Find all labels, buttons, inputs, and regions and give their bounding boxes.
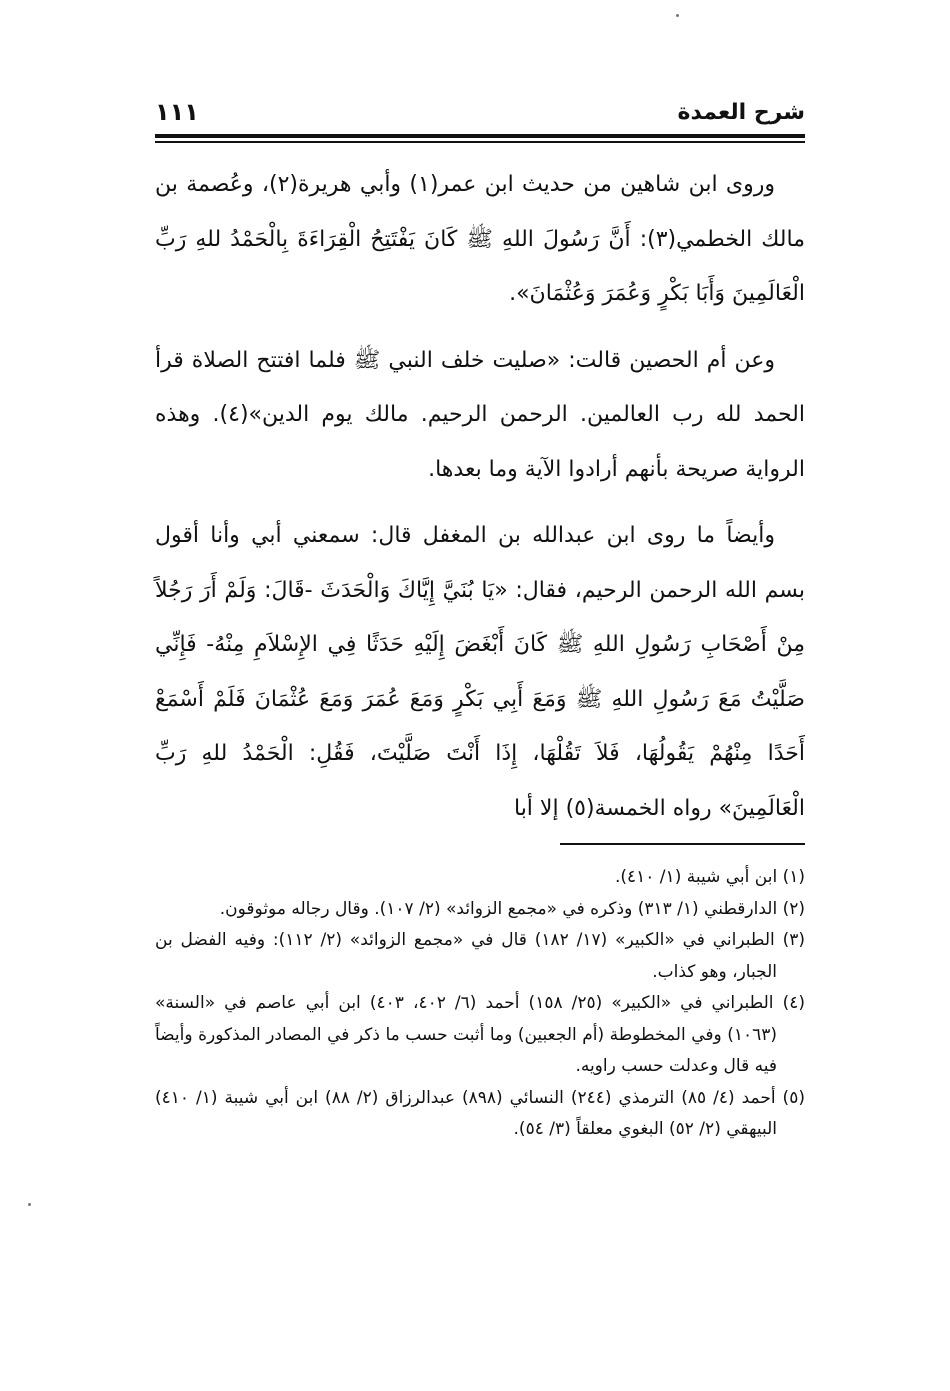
running-header bbox=[155, 96, 805, 128]
footnote-4: (٤) الطبراني في «الكبير» (٢٥/ ١٥٨) أحمد (٦/ ٤٠٢، ٤٠٣) ابن أبي عاصم في «السنة» (١٠٦٣) وفي المخطوطة (أم الجعبين) وما أثبت حسب ما ذكر في المصادر المذكورة وأيضاً فيه قال وعدلت حسب راويه. bbox=[155, 993, 805, 1076]
header-rule-thin bbox=[155, 141, 805, 143]
header-rule-thick bbox=[155, 134, 805, 138]
footnote-separator bbox=[560, 843, 805, 845]
footnote-3: (٣) الطبراني في «الكبير» (١٧/ ١٨٢) قال في «مجمع الزوائد» (٢/ ١١٢): وفيه الفضل بن الجبار، وهو كذاب. bbox=[155, 930, 805, 982]
scan-speck bbox=[28, 1203, 31, 1206]
footnote-5: (٥) أحمد (٤/ ٨٥) الترمذي (٢٤٤) النسائي (٨٩٨) عبدالرزاق (٢/ ٨٨) ابن أبي شيبة (١/ ٤١٠) البيهقي (٢/ ٥٢) البغوي معلقاً (٣/ ٥٤). bbox=[155, 1087, 805, 1139]
main-text bbox=[155, 158, 805, 836]
footnotes bbox=[155, 862, 805, 1146]
paragraph-1: وروى ابن شاهين من حديث ابن عمر(١) وأبي هريرة(٢)، وعُصمة بن مالك الخطمي(٣): أَنَّ رَسُولَ اللهِ ﷺ كَانَ يَفْتَتِحُ الْقِرَاءَةَ بِالْحَمْدُ للهِ رَبِّ الْعَالَمِينَ وَأَبَا بَكْرٍ وَعُمَرَ وَعُثْمَانَ». bbox=[155, 172, 805, 306]
page-number: ١١١ bbox=[155, 98, 199, 126]
footnote-1: (١) ابن أبي شيبة (١/ ٤١٠). bbox=[614, 867, 805, 887]
paragraph-3: وأيضاً ما روى ابن عبدالله بن المغفل قال: سمعني أبي وأنا أقول بسم الله الرحمن الرحيم، فقال: «يَا بُنَيَّ إِيَّاكَ وَالْحَدَثَ -قَالَ: وَلَمْ أَرَ رَجُلاً مِنْ أَصْحَابِ رَسُولِ اللهِ ﷺ كَانَ أَبْغَضَ إِلَيْهِ حَدَثًا فِي الإِسْلاَمِ مِنْهُ- فَإِنِّي صَلَّيْتُ مَعَ رَسُولِ اللهِ ﷺ وَمَعَ أَبِي بَكْرٍ وَمَعَ عُمَرَ وَمَعَ عُثْمَانَ فَلَمْ أَسْمَعْ أَحَدًا مِنْهُمْ يَقُولُهَا، فَلاَ تَقُلْهَا، إِذَا أَنْتَ صَلَّيْتَ، فَقُلِ: الْحَمْدُ للهِ رَبِّ الْعَالَمِينَ» رواه الخمسة(٥) إلا أبا bbox=[155, 523, 805, 821]
paragraph-2: وعن أم الحصين قالت: «صليت خلف النبي ﷺ فلما افتتح الصلاة قرأ الحمد لله رب العالمين. الرحمن الرحيم. مالك يوم الدين»(٤). وهذه الرواية صريحة بأنهم أرادوا الآية وما بعدها. bbox=[155, 347, 805, 482]
footnote-2: (٢) الدارقطني (١/ ٣١٣) وذكره في «مجمع الزوائد» (٢/ ١٠٧). وقال رجاله موثوقون. bbox=[219, 898, 805, 919]
scan-speck bbox=[676, 14, 679, 17]
running-header-title: شرح العمدة bbox=[677, 100, 805, 125]
